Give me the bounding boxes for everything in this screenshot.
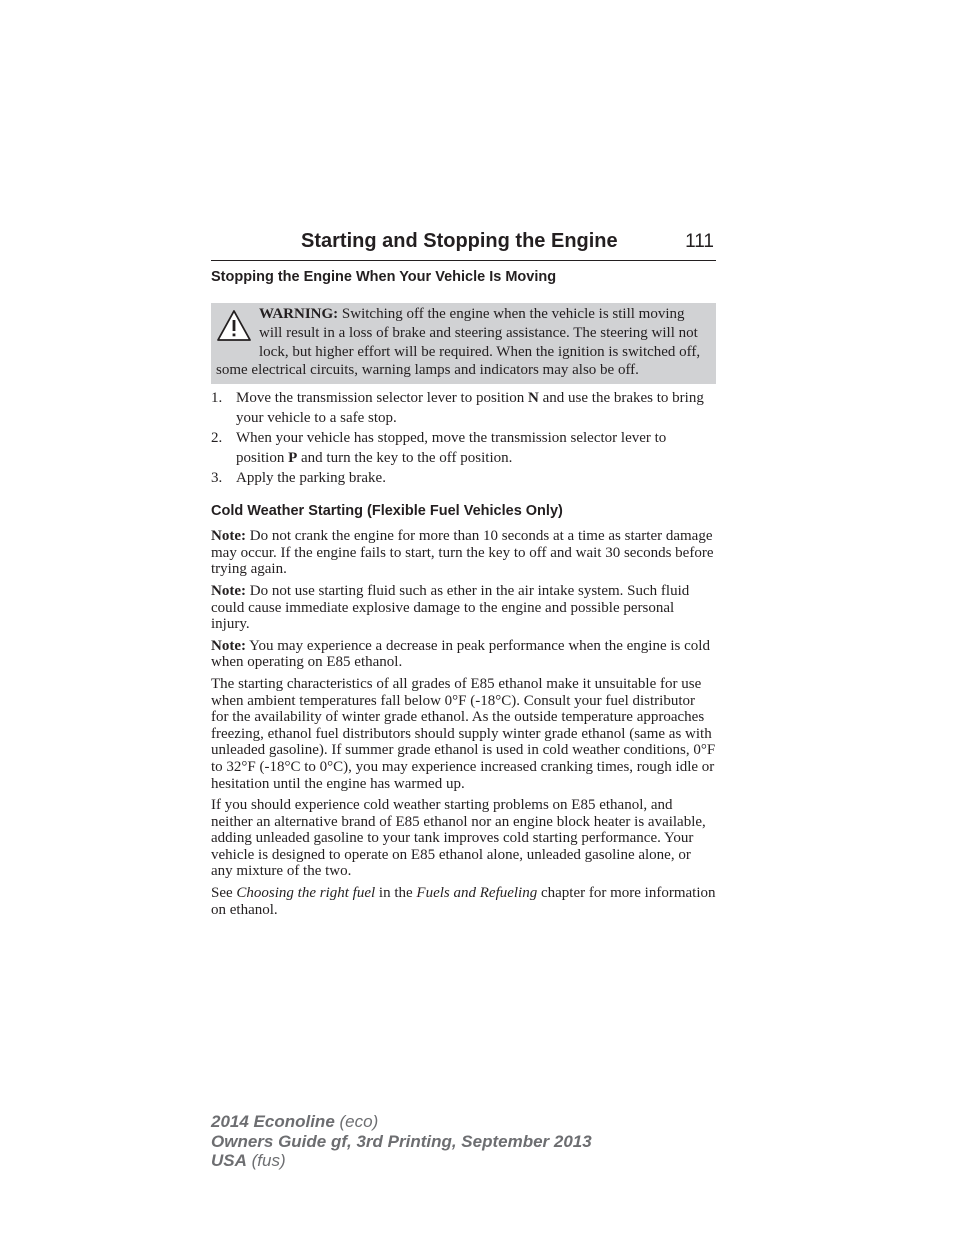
- see-middle: in the: [375, 885, 417, 902]
- step-text: Move the transmission selector lever to position: [236, 390, 529, 407]
- note-paragraph: [211, 583, 716, 633]
- body-paragraph: If you should experience cold weather starting problems on E85 ethanol, and neither an alternative brand of E85 ethanol nor an engine block heater is available, adding unleaded gasoline to your tank improves cold starting performance. Your vehicle is designed to operate on E85 ethanol alone, unleaded gasoline alone, or any mixture of the two.: [211, 797, 706, 880]
- warning-box: [211, 303, 716, 384]
- page-content: [211, 228, 716, 923]
- note-text: You may experience a decrease in peak performance when the engine is cold when operating on E85 ethanol.: [211, 637, 710, 671]
- footer-model: 2014 Econoline: [211, 1112, 335, 1131]
- footer-market-code: (fus): [246, 1151, 286, 1170]
- step-number: 1.: [211, 390, 223, 407]
- note-paragraph: [211, 528, 716, 578]
- note-label: Note:: [211, 528, 246, 545]
- page-header: [211, 228, 716, 261]
- step-text: and turn the key to the off position.: [297, 450, 513, 467]
- chapter-title: Starting and Stopping the Engine: [301, 230, 618, 252]
- footer-market-line: [211, 1151, 592, 1171]
- list-item: [211, 468, 716, 488]
- step-position-park: P: [288, 450, 298, 467]
- note-paragraph: [211, 638, 716, 671]
- list-item: [211, 388, 716, 428]
- warning-label: WARNING:: [259, 306, 339, 322]
- body-paragraph: The starting characteristics of all grades of E85 ethanol make it unsuitable for use when ambient temperatures fall below 0°F (-18°C). Consult your fuel distributor for the availability of winter grade ethanol. As the outside temperature approaches freezing, ethanol fuel distributors should supply winter grade ethanol (same as with unleaded gasoline). If summer grade ethanol is used in cold weather conditions, 0°F to 32°F (-18°C to 0°C), you may experience increased cranking times, rough idle or hesitation until the engine has warmed up.: [211, 675, 716, 792]
- cross-reference-fuels-refueling: Fuels and Refueling: [416, 885, 538, 902]
- cross-reference-choosing-fuel: Choosing the right fuel: [236, 885, 376, 902]
- section-heading-stopping: Stopping the Engine When Your Vehicle Is Moving: [211, 269, 557, 285]
- note-text: Do not use starting fluid such as ether in the air intake system. Such fluid could cause immediate explosive damage to the engine and possible personal injury.: [211, 582, 690, 633]
- note-label: Note:: [211, 637, 246, 654]
- see-reference-paragraph: [211, 885, 716, 918]
- step-number: 2.: [211, 430, 223, 447]
- footer-model-code: (eco): [334, 1112, 379, 1131]
- step-text: Apply the parking brake.: [236, 470, 386, 487]
- page-footer: [211, 1112, 592, 1171]
- footer-printing: Owners Guide gf, 3rd Printing, September 2013: [211, 1131, 592, 1151]
- note-label: Note:: [211, 582, 246, 599]
- note-text: Do not crank the engine for more than 10 seconds at a time as starter damage may occur. If the engine fails to start, turn the key to off and wait 30 seconds before trying again.: [211, 528, 714, 578]
- steps-list: [211, 388, 716, 488]
- footer-market: USA: [211, 1151, 247, 1170]
- page-number: 111: [685, 231, 714, 252]
- step-text: and use the brakes to bring your vehicle to a safe stop.: [236, 390, 704, 427]
- footer-printing-line: [211, 1132, 592, 1152]
- step-text: When your vehicle has stopped, move the transmission selector lever to position: [236, 430, 667, 467]
- section-heading-cold-weather: Cold Weather Starting (Flexible Fuel Vehicles Only): [211, 503, 563, 520]
- see-suffix: chapter for more information on ethanol.: [211, 885, 716, 918]
- see-prefix: See: [211, 885, 237, 902]
- step-position-neutral: N: [528, 390, 539, 407]
- warning-triangle-icon: [216, 308, 252, 344]
- warning-text: Switching off the engine when the vehicle is still moving will result in a loss of brake and steering assistance. The steering will not lock, but higher effort will be required. When the ignition is switched off, some electrical circuits, warning lamps and indicators may also be off.: [216, 306, 701, 379]
- step-number: 3.: [211, 470, 223, 487]
- footer-model-line: [211, 1112, 592, 1132]
- list-item: [211, 428, 716, 468]
